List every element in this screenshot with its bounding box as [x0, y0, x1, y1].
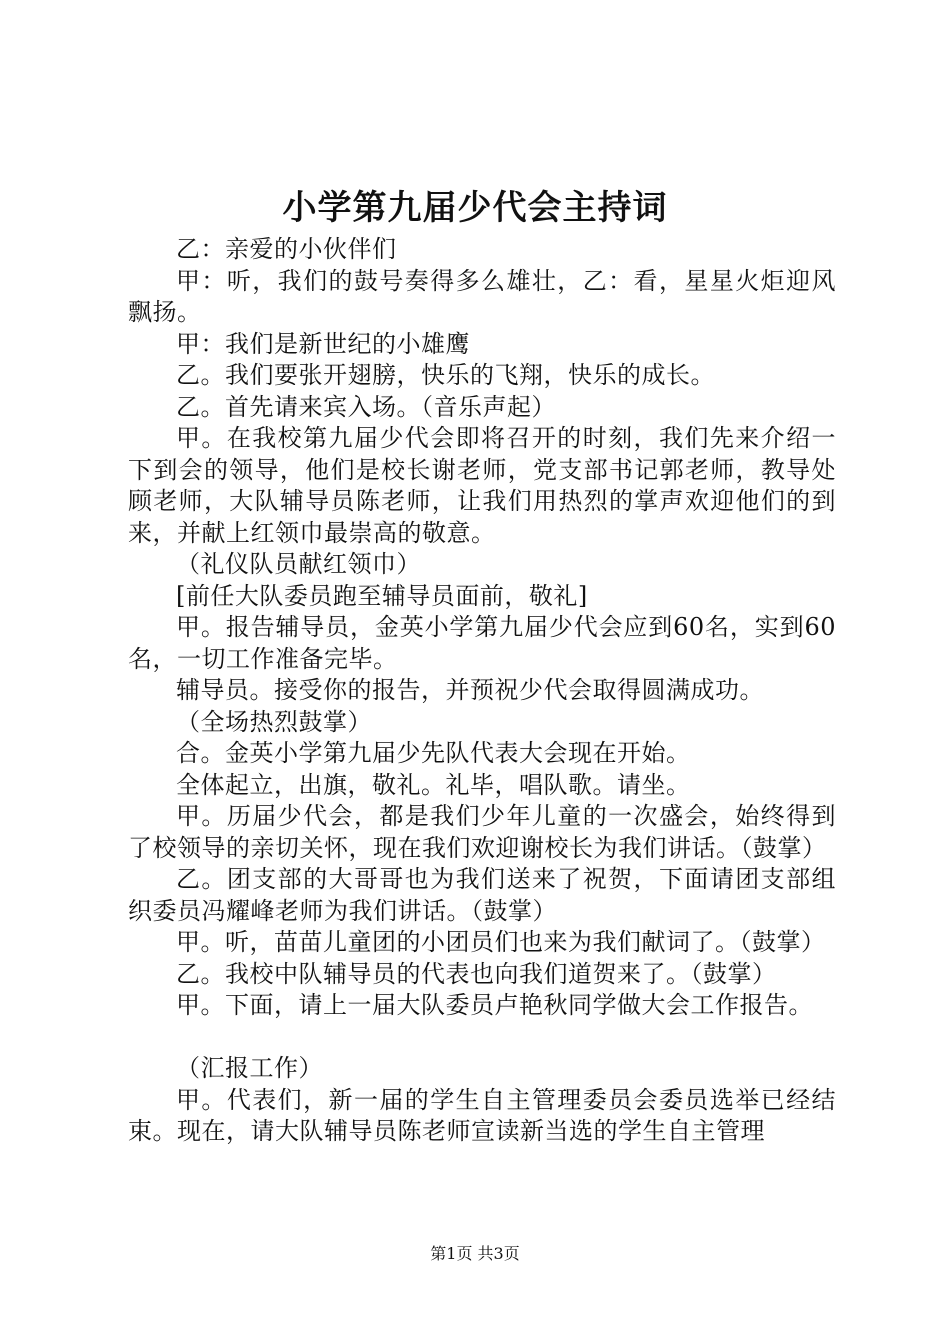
paragraph: （礼仪队员献红领巾）: [176, 550, 421, 578]
paragraph: 全体起立，出旗，敬礼。礼毕，唱队歌。请坐。: [176, 770, 691, 799]
paragraph: 辅导员。接受你的报告，并预祝少代会取得圆满成功。: [176, 676, 764, 704]
paragraph: 甲：听，我们的鼓号奏得多么雄壮，乙：看，星星火炬迎风飘扬。: [128, 266, 836, 326]
paragraph: 乙。我校中队辅导员的代表也向我们道贺来了。（鼓掌）: [176, 959, 777, 988]
paragraph: 乙：亲爱的小伙伴们: [176, 235, 397, 263]
paragraph: 乙。我们要张开翅膀，快乐的飞翔，快乐的成长。: [176, 361, 715, 389]
page-footer: 第1页 共3页: [430, 1244, 520, 1263]
paragraph: （全场热烈鼓掌）: [176, 707, 372, 736]
paragraph: （汇报工作）: [176, 1054, 323, 1082]
paragraph: 甲：我们是新世纪的小雄鹰: [176, 329, 470, 358]
paragraph: 甲。历届少代会，都是我们少年儿童的一次盛会，始终得到了校领导的亲切关怀，现在我们欢迎谢校长为我们讲话。（鼓掌）: [128, 802, 836, 862]
paragraph: 甲。在我校第九届少代会即将召开的时刻，我们先来介绍一下到会的领导，他们是校长谢老师，党支部书记郭老师，教导处顾老师，大队辅导员陈老师，让我们用热烈的掌声欢迎他们的到来，并献上红领巾最崇高的敬意。: [128, 424, 836, 547]
paragraph: 甲。下面，请上一届大队委员卢艳秋同学做大会工作报告。: [176, 991, 813, 1019]
paragraph: [前任大队委员跑至辅导员面前，敬礼]: [176, 581, 588, 610]
paragraph: 合。金英小学第九届少先队代表大会现在开始。: [176, 739, 691, 767]
paragraph: 乙。首先请来宾入场。（音乐声起）: [176, 392, 556, 421]
paragraph: 甲。听，苗苗儿童团的小团员们也来为我们献词了。（鼓掌）: [176, 928, 826, 956]
document-title: 小学第九届少代会主持词: [282, 188, 668, 228]
paragraph: 甲。报告辅导员，金英小学第九届少代会应到60名，实到60名，一切工作准备完毕。: [128, 613, 836, 673]
blank-line: [128, 1022, 836, 1054]
document-body: [128, 234, 836, 1148]
paragraph: 乙。团支部的大哥哥也为我们送来了祝贺，下面请团支部组织委员冯耀峰老师为我们讲话。（鼓掌）: [128, 865, 836, 925]
paragraph: 甲。代表们，新一届的学生自主管理委员会委员选举已经结束。现在，请大队辅导员陈老师宣读新当选的学生自主管理: [128, 1085, 836, 1145]
